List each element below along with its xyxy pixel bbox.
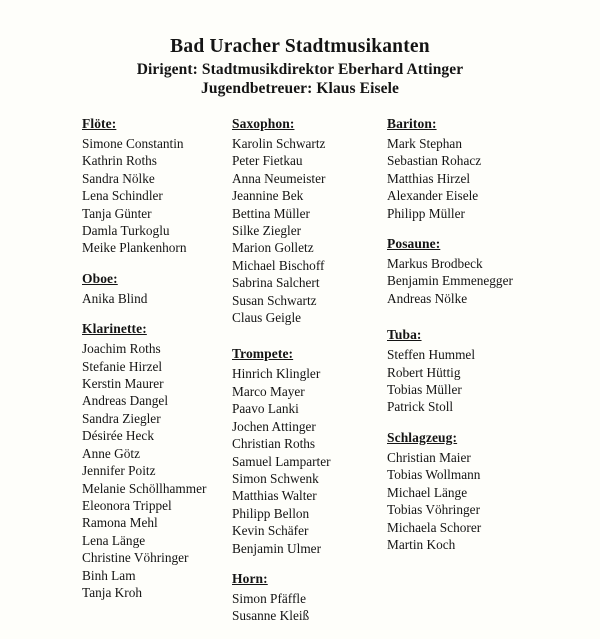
instrument-group bbox=[387, 116, 547, 222]
list-item: Philipp Müller bbox=[387, 205, 465, 221]
roster-columns bbox=[40, 116, 560, 639]
instrument-group bbox=[232, 346, 387, 556]
list-item: Marco Mayer bbox=[232, 383, 305, 399]
list-item: Benjamin Ulmer bbox=[232, 540, 321, 556]
list-item: Tobias Müller bbox=[387, 382, 462, 398]
conductor-line: Dirigent: Stadtmusikdirektor Eberhard Attinger bbox=[136, 61, 464, 78]
list-item: Peter Fietkau bbox=[232, 153, 303, 169]
list-item: Matthias Walter bbox=[232, 488, 317, 504]
list-item: Joachim Roths bbox=[82, 341, 161, 357]
group-heading: Flöte: bbox=[82, 116, 117, 131]
list-item: Tanja Kroh bbox=[82, 584, 142, 600]
group-heading: Bariton: bbox=[387, 116, 437, 131]
list-item: Tanja Günter bbox=[82, 205, 152, 221]
instrument-group bbox=[82, 271, 232, 307]
list-item: Anna Neumeister bbox=[232, 170, 326, 186]
list-item: Jeannine Bek bbox=[232, 188, 304, 204]
list-item: Hinrich Klingler bbox=[232, 366, 321, 382]
list-item: Andreas Dangel bbox=[82, 393, 169, 409]
roster-column-1 bbox=[82, 116, 232, 615]
group-heading: Oboe: bbox=[82, 270, 118, 286]
list-item: Susan Schwartz bbox=[232, 292, 317, 308]
roster-column-2 bbox=[232, 116, 387, 639]
list-item: Anika Blind bbox=[82, 290, 148, 306]
group-heading: Posaune: bbox=[387, 236, 441, 252]
list-item: Kerstin Maurer bbox=[82, 376, 164, 392]
list-item: Sabrina Salchert bbox=[232, 275, 320, 291]
group-heading: Tuba: bbox=[387, 327, 422, 343]
list-item: Kevin Schäfer bbox=[232, 523, 309, 539]
list-item: Jennifer Poitz bbox=[82, 463, 156, 479]
list-item: Sebastian Rohacz bbox=[387, 153, 482, 169]
list-item: Marion Golletz bbox=[232, 240, 314, 256]
instrument-group bbox=[387, 327, 547, 416]
list-item: Binh Lam bbox=[82, 567, 136, 583]
list-item: Meike Plankenhorn bbox=[82, 240, 187, 256]
list-item: Tobias Vöhringer bbox=[387, 502, 480, 518]
list-item: Benjamin Emmenegger bbox=[387, 273, 513, 289]
list-item: Steffen Hummel bbox=[387, 347, 476, 363]
list-item: Eleonora Trippel bbox=[82, 497, 172, 513]
list-item: Alexander Eisele bbox=[387, 188, 479, 204]
list-item: Andreas Nölke bbox=[387, 290, 468, 306]
list-item: Anne Götz bbox=[82, 445, 140, 461]
group-heading: Horn: bbox=[232, 570, 268, 586]
group-heading: Klarinette: bbox=[82, 321, 147, 337]
list-item: Samuel Lamparter bbox=[232, 453, 331, 469]
group-heading: Saxophon: bbox=[232, 116, 295, 131]
instrument-group bbox=[387, 430, 547, 553]
youth-leader-line: Jugendbetreuer: Klaus Eisele bbox=[201, 80, 399, 97]
roster-column-3 bbox=[387, 116, 547, 567]
list-item: Simon Schwenk bbox=[232, 470, 319, 486]
list-item: Patrick Stoll bbox=[387, 399, 454, 415]
list-item: Christian Roths bbox=[232, 436, 316, 452]
list-item: Michael Länge bbox=[387, 484, 468, 500]
list-item: Simon Pfäffle bbox=[232, 590, 306, 606]
list-item: Michael Bischoff bbox=[232, 257, 325, 273]
instrument-group bbox=[232, 571, 387, 625]
document-header bbox=[40, 36, 560, 98]
instrument-group bbox=[232, 116, 387, 326]
list-item: Claus Geigle bbox=[232, 310, 302, 326]
list-item: Philipp Bellon bbox=[232, 505, 310, 521]
list-item: Markus Brodbeck bbox=[387, 256, 483, 272]
list-item: Jochen Attinger bbox=[232, 418, 316, 434]
list-item: Lena Schindler bbox=[82, 188, 163, 204]
list-item: Stefanie Hirzel bbox=[82, 358, 163, 374]
list-item: Simone Constantin bbox=[82, 136, 184, 151]
list-item: Silke Ziegler bbox=[232, 223, 302, 239]
list-item: Mark Stephan bbox=[387, 136, 462, 151]
list-item: Matthias Hirzel bbox=[387, 170, 471, 186]
instrument-group bbox=[82, 321, 232, 601]
list-item: Sandra Ziegler bbox=[82, 410, 161, 426]
instrument-group bbox=[82, 116, 232, 257]
list-item: Karolin Schwartz bbox=[232, 136, 326, 151]
instrument-group bbox=[387, 236, 547, 307]
list-item: Michaela Schorer bbox=[387, 519, 482, 535]
page-title: Bad Uracher Stadtmusikanten bbox=[170, 36, 430, 57]
list-item: Bettina Müller bbox=[232, 205, 310, 221]
group-heading: Trompete: bbox=[232, 346, 294, 362]
list-item: Lena Länge bbox=[82, 532, 146, 548]
list-item: Robert Hüttig bbox=[387, 364, 461, 380]
list-item: Christine Vöhringer bbox=[82, 550, 189, 566]
list-item: Sandra Nölke bbox=[82, 170, 155, 186]
list-item: Désirée Heck bbox=[82, 428, 154, 444]
list-item: Christian Maier bbox=[387, 449, 471, 465]
list-item: Susanne Kleiß bbox=[232, 608, 310, 624]
list-item: Ramona Mehl bbox=[82, 515, 158, 531]
group-heading: Schlagzeug: bbox=[387, 429, 458, 445]
list-item: Melanie Schöllhammer bbox=[82, 480, 207, 496]
list-item: Damla Turkoglu bbox=[82, 223, 170, 239]
list-item: Tobias Wollmann bbox=[387, 467, 481, 483]
list-item: Martin Koch bbox=[387, 536, 456, 552]
list-item: Kathrin Roths bbox=[82, 153, 157, 169]
list-item: Paavo Lanki bbox=[232, 401, 299, 417]
